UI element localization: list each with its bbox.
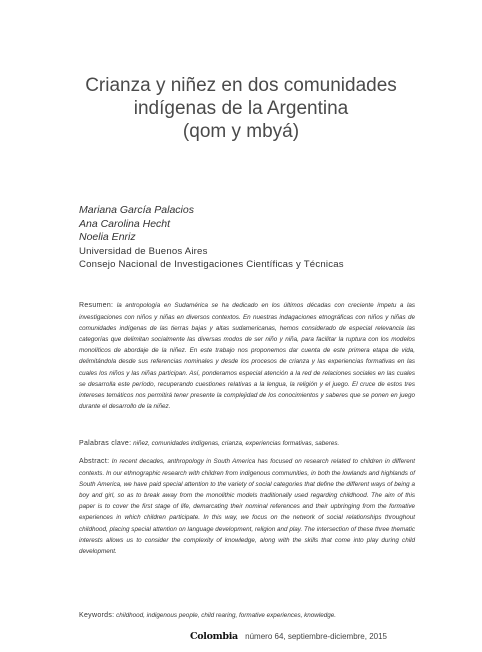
author-block xyxy=(79,204,439,272)
title-line-3: (qom y mbyá) xyxy=(182,121,300,142)
palabras-clave-label: Palabras clave: xyxy=(79,440,132,448)
abstract-label: Abstract: xyxy=(79,458,110,466)
author-name: Ana Carolina Hecht xyxy=(79,217,171,230)
resumen-label: Resumen: xyxy=(79,302,114,310)
title-line-2: indígenas de la Argentina xyxy=(133,98,349,119)
article-title xyxy=(40,74,442,143)
title-line-1: Crianza y niñez en dos comunidades xyxy=(85,75,397,96)
palabras-clave-text: niñez, comunidades indígenas, crianza, experiencias formativas, saberes. xyxy=(133,440,340,448)
resumen-paragraph xyxy=(79,300,415,412)
keywords-text: childhood, indigenous people, child rearing, formative experiences, knowledge. xyxy=(116,612,336,620)
issue-info: número 64, septiembre-diciembre, 2015 xyxy=(245,632,387,641)
abstract-text: In recent decades, anthropology in South America has focused on research related to children in different contexts. In our ethnographic research with children from indigenous communities, in both the lowlands and highlands of South America, we have paid special attention to the variety of social categories that define the different ways of being a boy and girl, so as to break away from the monolithic models traditionally used regarding childhood. The aim of this paper is to cover the first stage of life, demarcating their nominal references and their upbringing from the formative experiences in which children participate. In this way, we focus on the network of social relationships throughout childhood, placing special attention on language development, religion and play. The intersection of these three thematic interests allows us to consider the complexity of knowledge, along with the skills that come into play during child development. xyxy=(79,458,415,555)
journal-logo: Colombia xyxy=(190,631,238,642)
page-footer xyxy=(190,631,420,642)
author-name: Noelia Enriz xyxy=(79,231,136,243)
keywords-paragraph xyxy=(79,610,415,621)
keywords-label: Keywords: xyxy=(79,612,115,620)
palabras-clave-paragraph xyxy=(79,438,415,449)
resumen-text: la antropología en Sudamérica se ha dedicado en los últimos décadas con creciente ímpetu a las investigaciones con niños y niñas en diversos contextos. En nuestras indagaciones etnográficas con niños y niñas de comunidades indígenas de las tierras bajas y altas sudamericanas, hemos considerado de especial relevancia las categorías que delimitan socialmente las diversas modos de ser niño y niña, para facilitar la ruptura con los modelos monolíticos de abordaje de la niñez. En este trabajo nos proponemos dar cuenta de este primera etapa de vida, delimitándola desde sus referencias nominales y desde los procesos de crianza y las experiencias formativas en las cuales los niños y las niñas participan. Así, ponderamos especial atención a la red de relaciones sociales en las cuales se desarrolla este período, recuperando cuestiones relativas a la lengua, la religión y el juego. El cruce de estos tres intereses temáticos nos permitirá tener presente la complejidad de los conocimientos y saberes que se ponen en juego durante el desarrollo de la niñez. xyxy=(79,302,415,411)
abstract-paragraph xyxy=(79,456,415,557)
author-name: Mariana García Palacios xyxy=(79,204,194,216)
affiliation: Universidad de Buenos Aires xyxy=(79,245,208,257)
affiliation: Consejo Nacional de Investigaciones Científicas y Técnicas xyxy=(79,259,344,270)
